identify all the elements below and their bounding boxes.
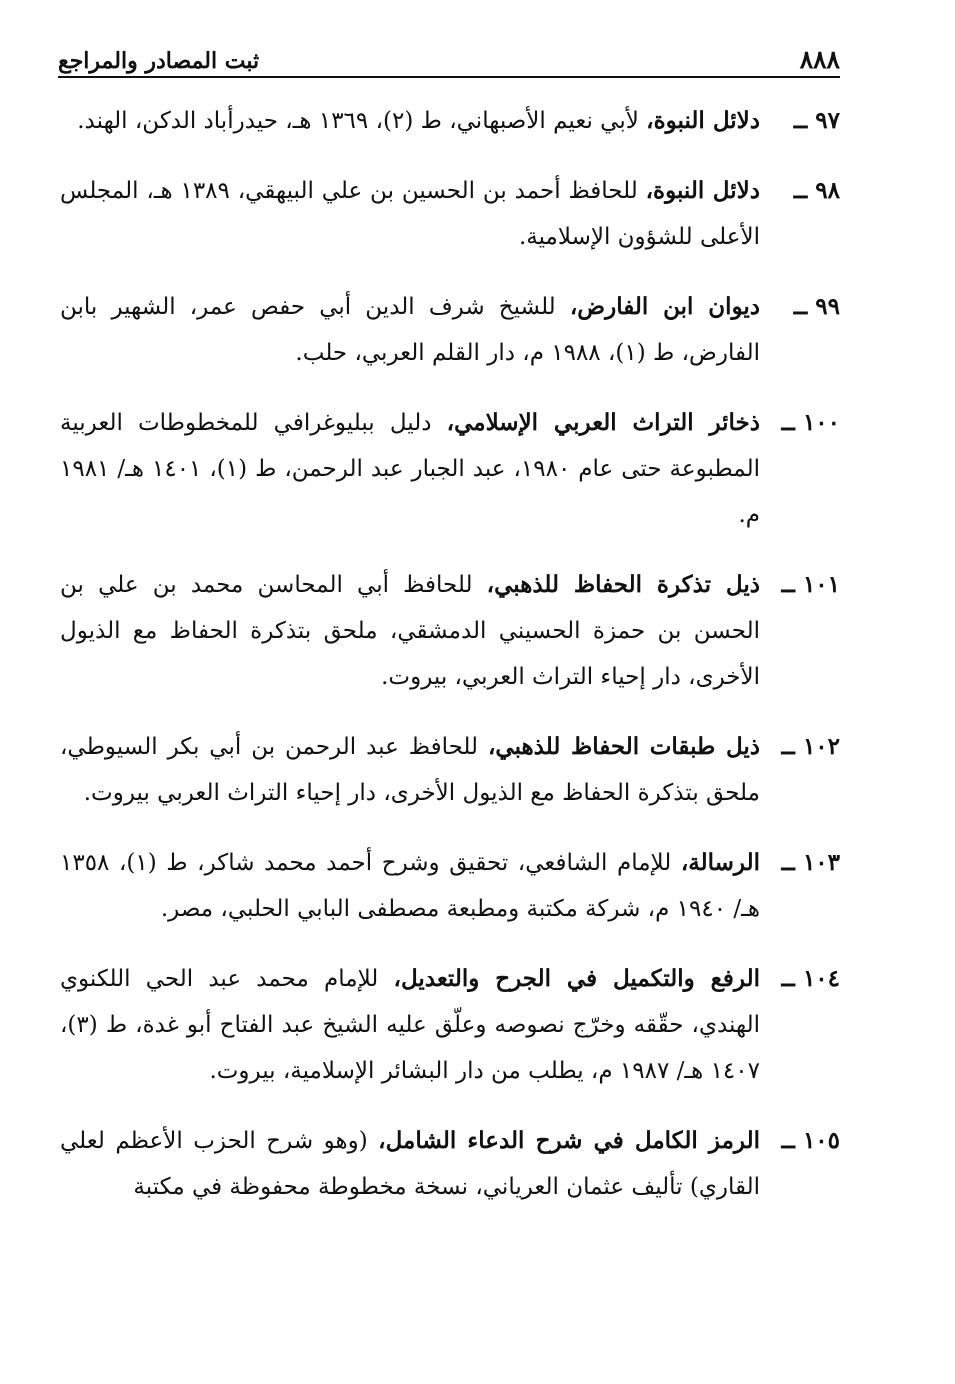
entry-number: ٩٧ ــ <box>793 107 840 134</box>
bibliography-entry <box>60 1118 840 1210</box>
bibliography-entry <box>60 284 840 376</box>
entry-text: للحافظ أحمد بن الحسين بن علي البيهقي، ١٣٨٩ هـ، المجلس الأعلى للشؤون الإسلامية. <box>60 178 760 250</box>
entry-title: ذيل تذكرة الحفاظ للذهبي، <box>486 571 760 598</box>
entry-number: ٩٩ ــ <box>793 293 840 320</box>
entry-text: للشيخ شرف الدين أبي حفص عمر، الشهير بابن الفارض، ط (١)، ١٩٨٨ م، دار القلم العربي، حلب. <box>60 294 760 366</box>
bibliography-entry <box>60 840 840 932</box>
entry-title: الرسالة، <box>680 849 761 876</box>
entry-number: ٩٨ ــ <box>793 177 840 204</box>
entry-title: ديوان ابن الفارض، <box>569 293 761 320</box>
bibliography-entry <box>60 724 840 816</box>
page-number: ٨٨٨ <box>799 45 840 74</box>
entry-text: للحافظ أبي المحاسن محمد بن علي بن الحسن بن حمزة الحسيني الدمشقي، ملحق بتذكرة الحفاظ مع الذيول الأخرى، دار إحياء التراث العربي، بيروت. <box>60 572 760 690</box>
bibliography-entry <box>60 956 840 1094</box>
entry-title: ذخائر التراث العربي الإسلامي، <box>446 409 761 436</box>
entry-number: ١٠٤ ــ <box>781 965 840 992</box>
entry-number: ١٠٢ ــ <box>781 733 840 760</box>
entry-title: ذيل طبقات الحفاظ للذهبي، <box>488 733 761 760</box>
entry-text: لأبي نعيم الأصبهاني، ط (٢)، ١٣٦٩ هـ، حيدرأباد الدكن، الهند. <box>77 108 639 134</box>
entry-number: ١٠٠ ــ <box>781 409 840 436</box>
entry-title: الرمز الكامل في شرح الدعاء الشامل، <box>378 1127 761 1154</box>
entry-title: الرفع والتكميل في الجرح والتعديل، <box>393 965 761 992</box>
entry-text: للإمام محمد عبد الحي اللكنوي الهندي، حقّقه وخرّج نصوصه وعلّق عليه الشيخ عبد الفتاح أبو غدة، ط (٣)، ١٤٠٧ هـ/ ١٩٨٧ م، يطلب من دار البشائر الإسلامية، بيروت. <box>60 966 760 1084</box>
bibliography-entry <box>60 562 840 700</box>
entry-number: ١٠١ ــ <box>781 571 840 598</box>
entry-title: دلائل النبوة، <box>646 107 760 134</box>
entry-number: ١٠٥ ــ <box>781 1127 840 1154</box>
bibliography-entry <box>60 400 840 538</box>
bibliography-list <box>60 98 840 1234</box>
bibliography-entry <box>60 168 840 260</box>
bibliography-entry <box>60 98 840 144</box>
entry-number: ١٠٣ ــ <box>781 849 840 876</box>
page-header <box>58 34 840 78</box>
entry-text: دليل ببليوغرافي للمخطوطات العربية المطبوعة حتى عام ١٩٨٠، عبد الجبار عبد الرحمن، ط (١)، ١٤٠١ هـ/ ١٩٨١ م. <box>60 410 760 528</box>
entry-text: (وهو شرح الحزب الأعظم لعلي القاري) تأليف عثمان العرياني، نسخة مخطوطة محفوظة في مكتبة <box>60 1128 760 1200</box>
entry-text: للحافظ عبد الرحمن بن أبي بكر السيوطي، ملحق بتذكرة الحفاظ مع الذيول الأخرى، دار إحياء التراث العربي بيروت. <box>60 734 760 806</box>
entry-title: دلائل النبوة، <box>645 177 760 204</box>
entry-text: للإمام الشافعي، تحقيق وشرح أحمد محمد شاكر، ط (١)، ١٣٥٨ هـ/ ١٩٤٠ م، شركة مكتبة ومطبعة مصطفى البابي الحلبي، مصر. <box>60 850 760 922</box>
running-title: ثبت المصادر والمراجع <box>58 48 260 74</box>
